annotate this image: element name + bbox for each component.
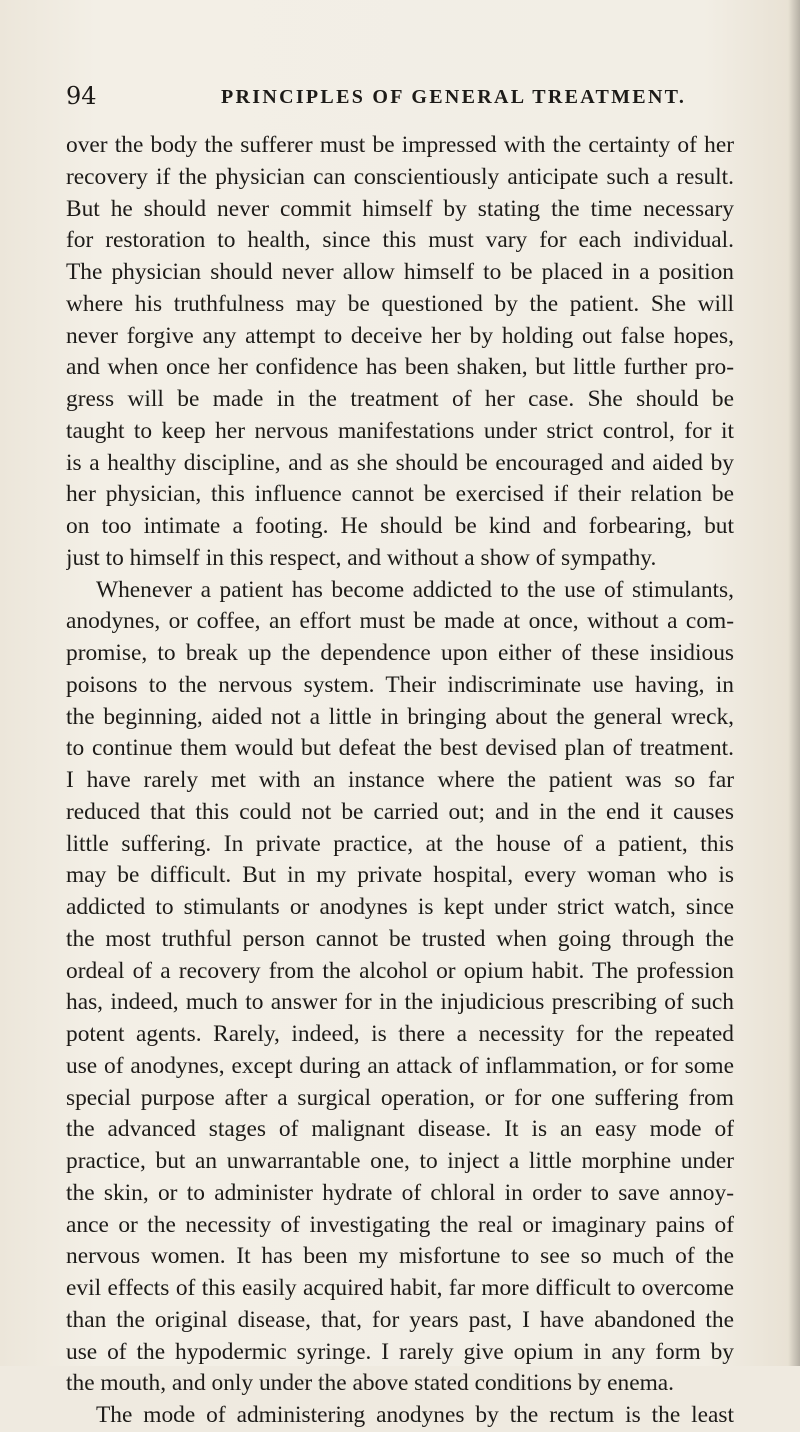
text-line: the beginning, aided not a little in bringing about the general wreck, bbox=[66, 703, 734, 730]
page-edge-shadow bbox=[788, 0, 800, 1366]
text-line: never forgive any attempt to deceive her by holding out false hopes, bbox=[66, 322, 734, 349]
text-line: special purpose after a surgical operation, or for one suffering from bbox=[66, 1084, 734, 1111]
text-line: promise, to break up the dependence upon either of these insidious bbox=[66, 640, 734, 666]
text-line: The mode of administering anodynes by the rectum is the least bbox=[96, 1402, 734, 1428]
text-line: where his truthfulness may be questioned by the patient. She will bbox=[66, 290, 734, 317]
text-line: has, indeed, much to answer for in the injudicious prescribing of such bbox=[66, 989, 734, 1016]
text-line: is a healthy discipline, and as she should be encouraged and aided by bbox=[66, 449, 734, 476]
text-line: anodynes, or coffee, an effort must be made at once, without a com- bbox=[66, 608, 734, 635]
page-header bbox=[66, 82, 716, 110]
text-line: the advanced stages of malignant disease. It is an easy mode of bbox=[66, 1116, 734, 1143]
text-line: the skin, or to administer hydrate of chloral in order to save annoy- bbox=[66, 1179, 734, 1206]
text-line: over the body the sufferer must be impressed with the certainty of her bbox=[66, 132, 734, 158]
text-line: ance or the necessity of investigating the real or imaginary pains of bbox=[66, 1211, 734, 1238]
text-line: addicted to stimulants or anodynes is kept under strict watch, since bbox=[66, 894, 734, 920]
text-line: poisons to the nervous system. Their indiscriminate use having, in bbox=[66, 671, 734, 698]
text-line: reduced that this could not be carried out; and in the end it causes bbox=[66, 798, 734, 825]
text-line: The physician should never allow himself to be placed in a position bbox=[66, 259, 734, 285]
text-line: nervous women. It has been my misfortune to see so much of the bbox=[66, 1243, 734, 1270]
text-line: recovery if the physician can conscientiously anticipate such a result. bbox=[66, 163, 734, 190]
text-line: little suffering. In private practice, at the house of a patient, this bbox=[66, 830, 734, 857]
text-line: than the original disease, that, for years past, I have abandoned the bbox=[66, 1306, 734, 1333]
body-text bbox=[66, 130, 734, 1432]
text-line: use of the hypodermic syringe. I rarely give opium in any form by bbox=[66, 1338, 734, 1365]
text-line: may be difficult. But in my private hospital, every woman who is bbox=[66, 862, 734, 889]
text-line: Whenever a patient has become addicted to the use of stimulants, bbox=[96, 576, 734, 603]
page-number: 94 bbox=[66, 82, 97, 110]
text-line: But he should never commit himself by stating the time necessary bbox=[66, 195, 734, 222]
text-line: evil effects of this easily acquired habit, far more difficult to overcome bbox=[66, 1275, 734, 1301]
text-line: potent agents. Rarely, indeed, is there a necessity for the repeated bbox=[66, 1021, 734, 1047]
text-line: practice, but an unwarrantable one, to inject a little morphine under bbox=[66, 1148, 734, 1174]
text-line: the most truthful person cannot be trusted when going through the bbox=[66, 925, 734, 952]
text-line: on too intimate a footing. He should be kind and forbearing, but bbox=[66, 513, 734, 539]
text-line: for restoration to health, since this must vary for each individual. bbox=[66, 227, 734, 254]
text-line: her physician, this influence cannot be exercised if their relation be bbox=[66, 481, 734, 508]
text-line: and when once her confidence has been shaken, but little further pro- bbox=[66, 354, 734, 381]
text-line: just to himself in this respect, and without a show of sympathy. bbox=[66, 544, 657, 571]
text-line: ordeal of a recovery from the alcohol or opium habit. The profession bbox=[66, 957, 734, 984]
running-head: PRINCIPLES OF GENERAL TREATMENT. bbox=[221, 86, 687, 108]
text-line: gress will be made in the treatment of her case. She should be bbox=[66, 386, 734, 412]
text-line: use of anodynes, except during an attack of inflammation, or for some bbox=[66, 1052, 734, 1079]
text-line: the mouth, and only under the above stated conditions by enema. bbox=[66, 1370, 675, 1397]
text-line: I have rarely met with an instance where the patient was so far bbox=[66, 767, 734, 793]
text-line: taught to keep her nervous manifestations under strict control, for it bbox=[66, 417, 734, 444]
text-line: to continue them would but defeat the best devised plan of treatment. bbox=[66, 735, 734, 762]
